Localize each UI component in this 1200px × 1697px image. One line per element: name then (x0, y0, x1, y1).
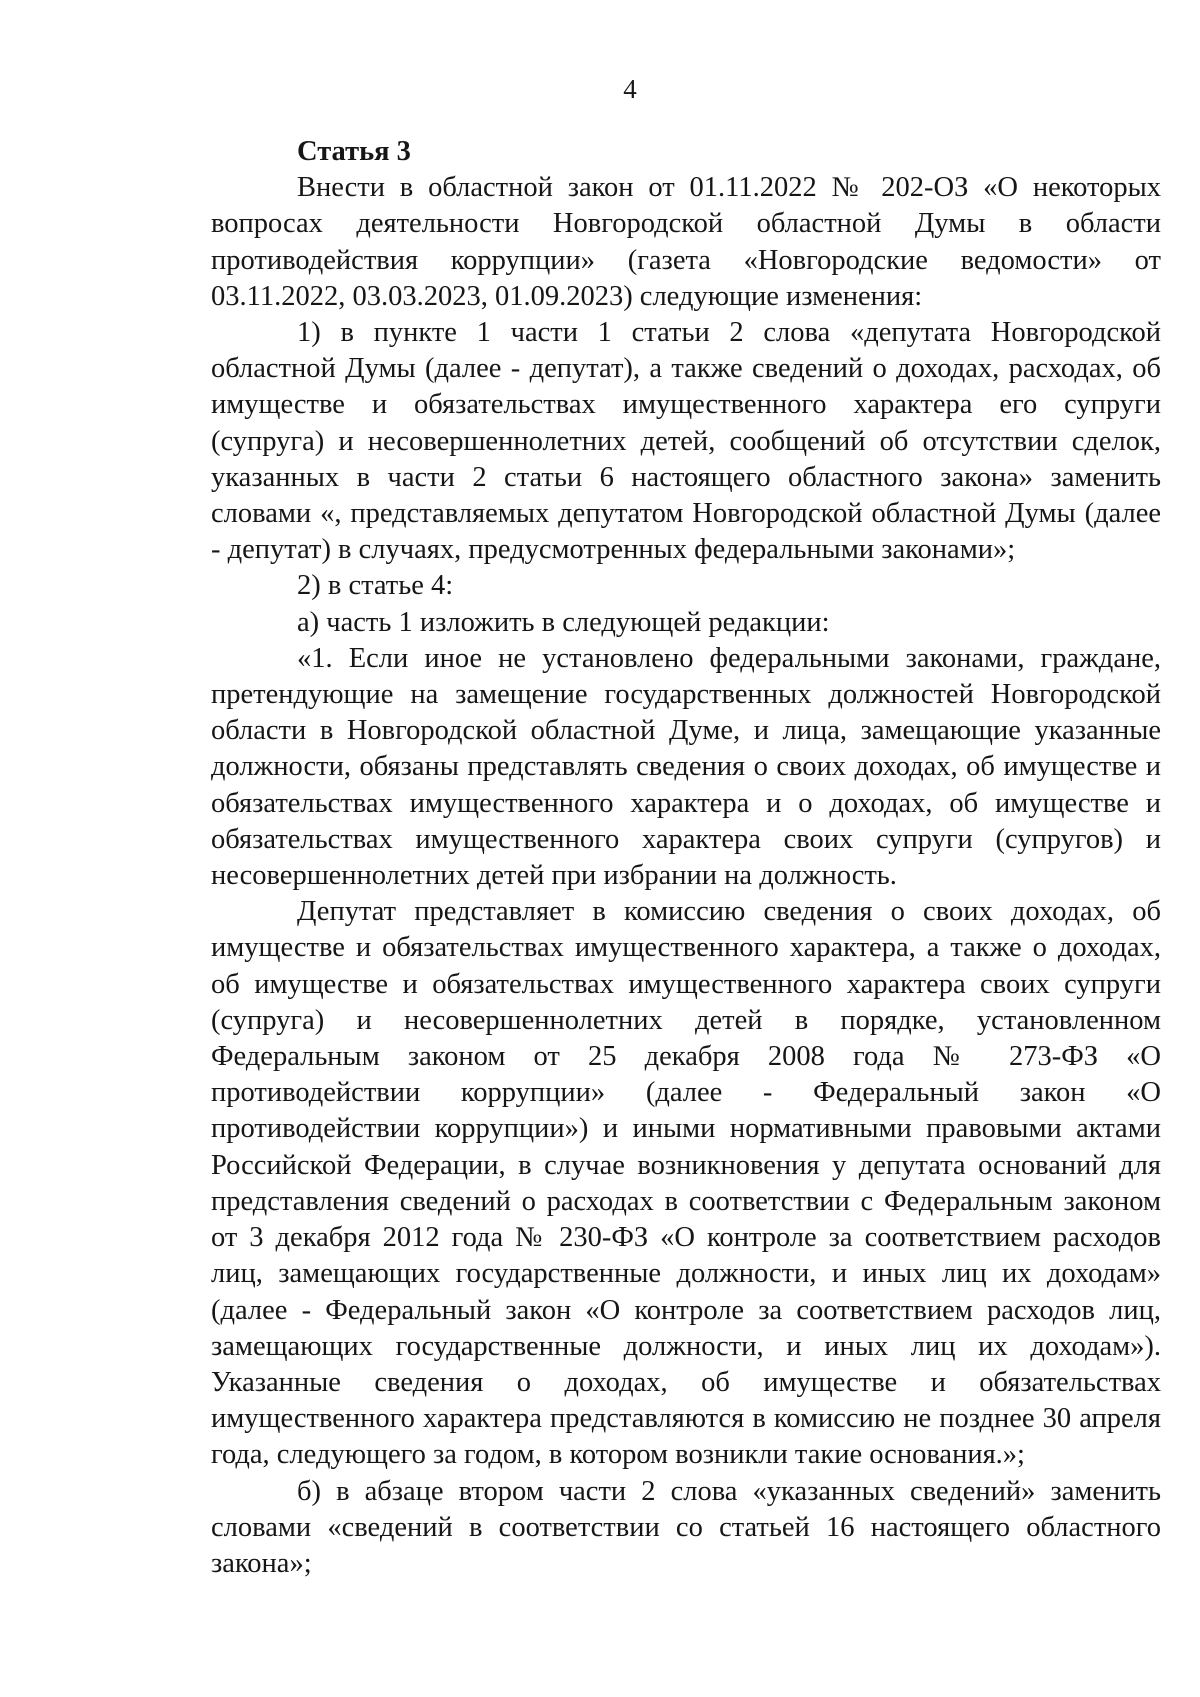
amendment-subitem-b: б) в абзаце втором части 2 слова «указанных сведений» заменить словами «сведений в соответствии со статьей 16 настоящего областного закона»; (211, 1475, 1161, 1579)
page-number: 4 (623, 74, 637, 104)
amendment-subitem-a: а) часть 1 изложить в следующей редакции: (297, 606, 830, 638)
new-text-part-1: «1. Если иное не установлено федеральными законами, граждане, претендующие на замещение государственных должностей Новгородской области в Новгородской областной Думе, и лица, замещающие указанные должности, обязаны представлять сведения о своих доходах, об имуществе и обязательствах имущественного характера и о доходах, об имуществе и обязательствах имущественного характера своих супруги (супругов) и несовершеннолетних детей при избрании на должность. (211, 642, 1161, 892)
amendment-item-2: 2) в статье 4: (297, 570, 454, 602)
intro-paragraph: Внести в областной закон от 01.11.2022 № 202-ОЗ «О некоторых вопросах деятельности Новгородской областной Думы в области противодействия коррупции» (газета «Новгородские ведомости» от 03.11.2022, 03.03.2023, 01.09.2023) следующие изменения: (211, 172, 1161, 312)
amendment-item-1: 1) в пункте 1 части 1 статьи 2 слова «депутата Новгородской областной Думы (далее - депутат), а также сведений о доходах, расходах, об имуществе и обязательствах имущественного характера его супруги (супруга) и несовершеннолетних детей, сообщений об отсутствии сделок, указанных в части 2 статьи 6 настоящего областного закона» заменить словами «, представляемых депутатом Новгородской областной Думы (далее - депутат) в случаях, предусмотренных федеральными законами»; (211, 317, 1161, 566)
article-body (211, 134, 1161, 1582)
new-text-paragraph-2: Депутат представляет в комиссию сведения о своих доходах, об имуществе и обязательствах имущественного характера, а также о доходах, об имуществе и обязательствах имущественного характера своих супруги (супруга) и несовершеннолетних детей в порядке, установленном Федеральным законом от 25 декабря 2008 года № 273-ФЗ «О противодействии коррупции» (далее - Федеральный закон «О противодействии коррупции») и иными нормативными правовыми актами Российской Федерации, в случае возникновения у депутата оснований для представления сведений о расходах в соответствии с Федеральным законом от 3 декабря 2012 года № 230-ФЗ «О контроле за соответствием расходов лиц, замещающих государственные должности, и иных лиц их доходам» (далее - Федеральный закон «О контроле за соответствием расходов лиц, замещающих государственные должности, и иных лиц их доходам»). Указанные сведения о доходах, об имуществе и обязательствах имущественного характера представляются в комиссию не позднее 30 апреля года, следующего за годом, в котором возникли такие основания.»; (211, 896, 1161, 1471)
article-heading: Статья 3 (297, 136, 411, 167)
